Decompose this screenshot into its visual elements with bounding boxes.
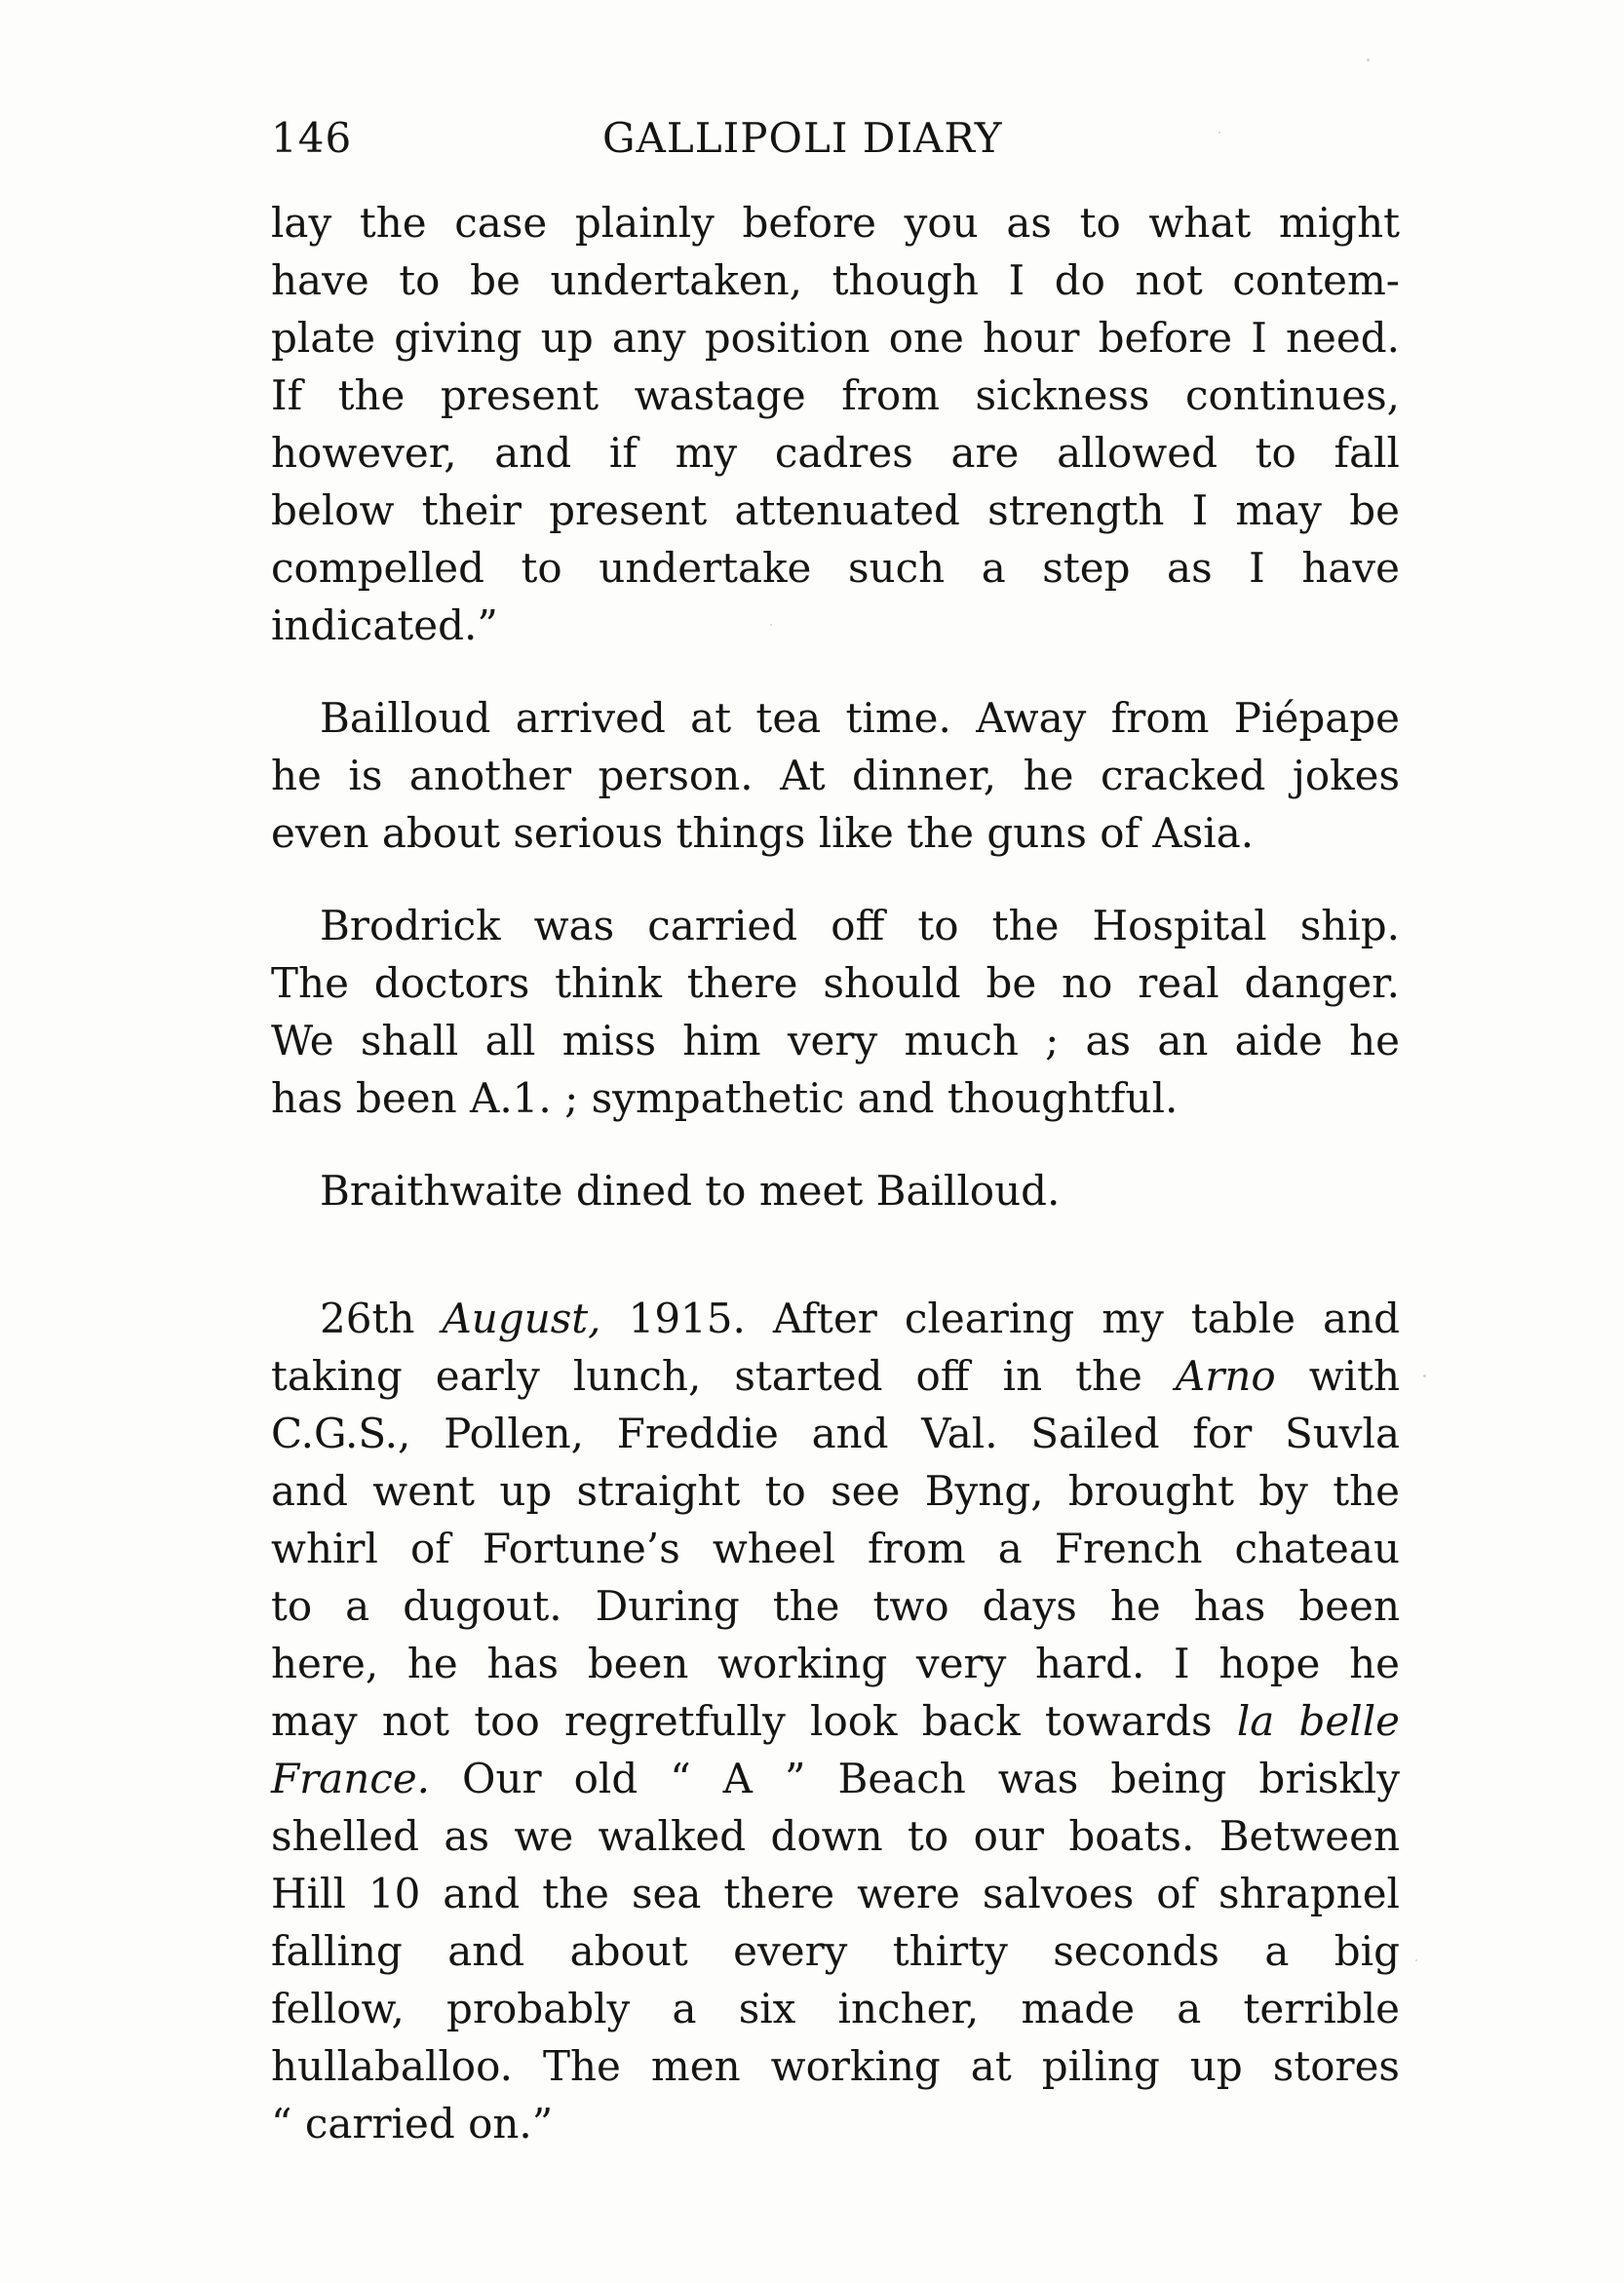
text-segment: Our old “ A ” Beach was being briskly bbox=[462, 1755, 1400, 1802]
text-line: The doctors think there should be no real danger. bbox=[271, 959, 1400, 1007]
text-line: Bailloud arrived at tea time. Away from Piépape bbox=[320, 694, 1400, 742]
paragraph-braithwaite bbox=[271, 1162, 1400, 1219]
entry-date bbox=[320, 1295, 746, 1342]
text-line: whirl of Fortune’s wheel from a French chateau bbox=[271, 1525, 1400, 1572]
text-line: and went up straight to see Byng, brought by the bbox=[271, 1467, 1400, 1515]
paragraph-brodrick bbox=[271, 897, 1400, 1127]
running-title: GALLIPOLI DIARY bbox=[602, 114, 1003, 162]
entry-text: After clearing my table and bbox=[772, 1295, 1400, 1342]
paragraph-spacer bbox=[271, 862, 1400, 897]
text-line: plate giving up any position one hour before I need. bbox=[271, 314, 1400, 362]
text-line: however, and if my cadres are allowed to fall bbox=[271, 429, 1400, 477]
paper-speck bbox=[1218, 132, 1220, 134]
text-line bbox=[271, 1750, 1400, 1807]
paper-speck bbox=[1423, 1374, 1426, 1377]
paragraph-spacer bbox=[271, 1127, 1400, 1162]
paper-speck bbox=[1367, 58, 1370, 61]
entry-date-month: August, bbox=[442, 1295, 601, 1342]
text-segment: with bbox=[1308, 1352, 1400, 1400]
paper-speck bbox=[1415, 1959, 1417, 1961]
paper-speck bbox=[770, 624, 772, 626]
text-line: shelled as we walked down to our boats. Between bbox=[271, 1812, 1400, 1860]
text-line: Hill 10 and the sea there were salvoes of shrapnel bbox=[271, 1870, 1400, 1917]
la-belle: la belle bbox=[1236, 1697, 1400, 1745]
text-segment: may not too regretfully look back towards bbox=[271, 1697, 1213, 1745]
text-line: falling and about every thirty seconds a big bbox=[271, 1927, 1400, 1975]
section-spacer bbox=[271, 1255, 1400, 1290]
text-line: hullaballoo. The men working at piling up stores bbox=[271, 2042, 1400, 2090]
text-line: here, he has been working very hard. I hope he bbox=[271, 1640, 1400, 1687]
paragraph-spacer bbox=[271, 1219, 1400, 1255]
text-line: have to be undertaken, though I do not contem- bbox=[271, 256, 1400, 304]
text-line: indicated.” bbox=[271, 601, 498, 649]
text-line: Brodrick was carried off to the Hospital ship. bbox=[320, 902, 1400, 949]
text-line: lay the case plainly before you as to what might bbox=[271, 199, 1400, 247]
body-text bbox=[271, 194, 1400, 2152]
text-line: even about serious things like the guns of Asia. bbox=[271, 809, 1255, 857]
text-line: he is another person. At dinner, he cracked jokes bbox=[271, 752, 1400, 799]
entry-date-day: 26th bbox=[320, 1295, 415, 1342]
ship-name: Arno bbox=[1175, 1352, 1276, 1400]
paragraph-bailloud bbox=[271, 689, 1400, 862]
page-number: 146 bbox=[271, 114, 353, 162]
text-line: C.G.S., Pollen, Freddie and Val. Sailed for Suvla bbox=[271, 1410, 1400, 1457]
text-line: compelled to undertake such a step as I have bbox=[271, 544, 1400, 592]
text-line bbox=[271, 1347, 1400, 1405]
text-line: below their present attenuated strength I may be bbox=[271, 486, 1400, 534]
text-segment: taking early lunch, started off in the bbox=[271, 1352, 1142, 1400]
text-line: has been A.1. ; sympathetic and thoughtful. bbox=[271, 1074, 1179, 1122]
text-line: Braithwaite dined to meet Bailloud. bbox=[320, 1167, 1061, 1215]
text-line bbox=[271, 1692, 1400, 1750]
entry-date-year: 1915. bbox=[628, 1295, 746, 1342]
text-line: If the present wastage from sickness continues, bbox=[271, 371, 1400, 419]
text-line: We shall all miss him very much ; as an aide he bbox=[271, 1017, 1400, 1064]
text-line: “ carried on.” bbox=[271, 2100, 554, 2148]
page-header bbox=[271, 109, 1117, 168]
text-line: to a dugout. During the two days he has been bbox=[271, 1582, 1400, 1630]
france: France. bbox=[271, 1755, 431, 1802]
paragraph-spacer bbox=[271, 654, 1400, 689]
text-line bbox=[271, 1290, 1400, 1347]
diary-entry-26-august bbox=[271, 1290, 1400, 2152]
paragraph-continued-letter bbox=[271, 194, 1400, 654]
text-line: fellow, probably a six incher, made a terrible bbox=[271, 1985, 1400, 2032]
